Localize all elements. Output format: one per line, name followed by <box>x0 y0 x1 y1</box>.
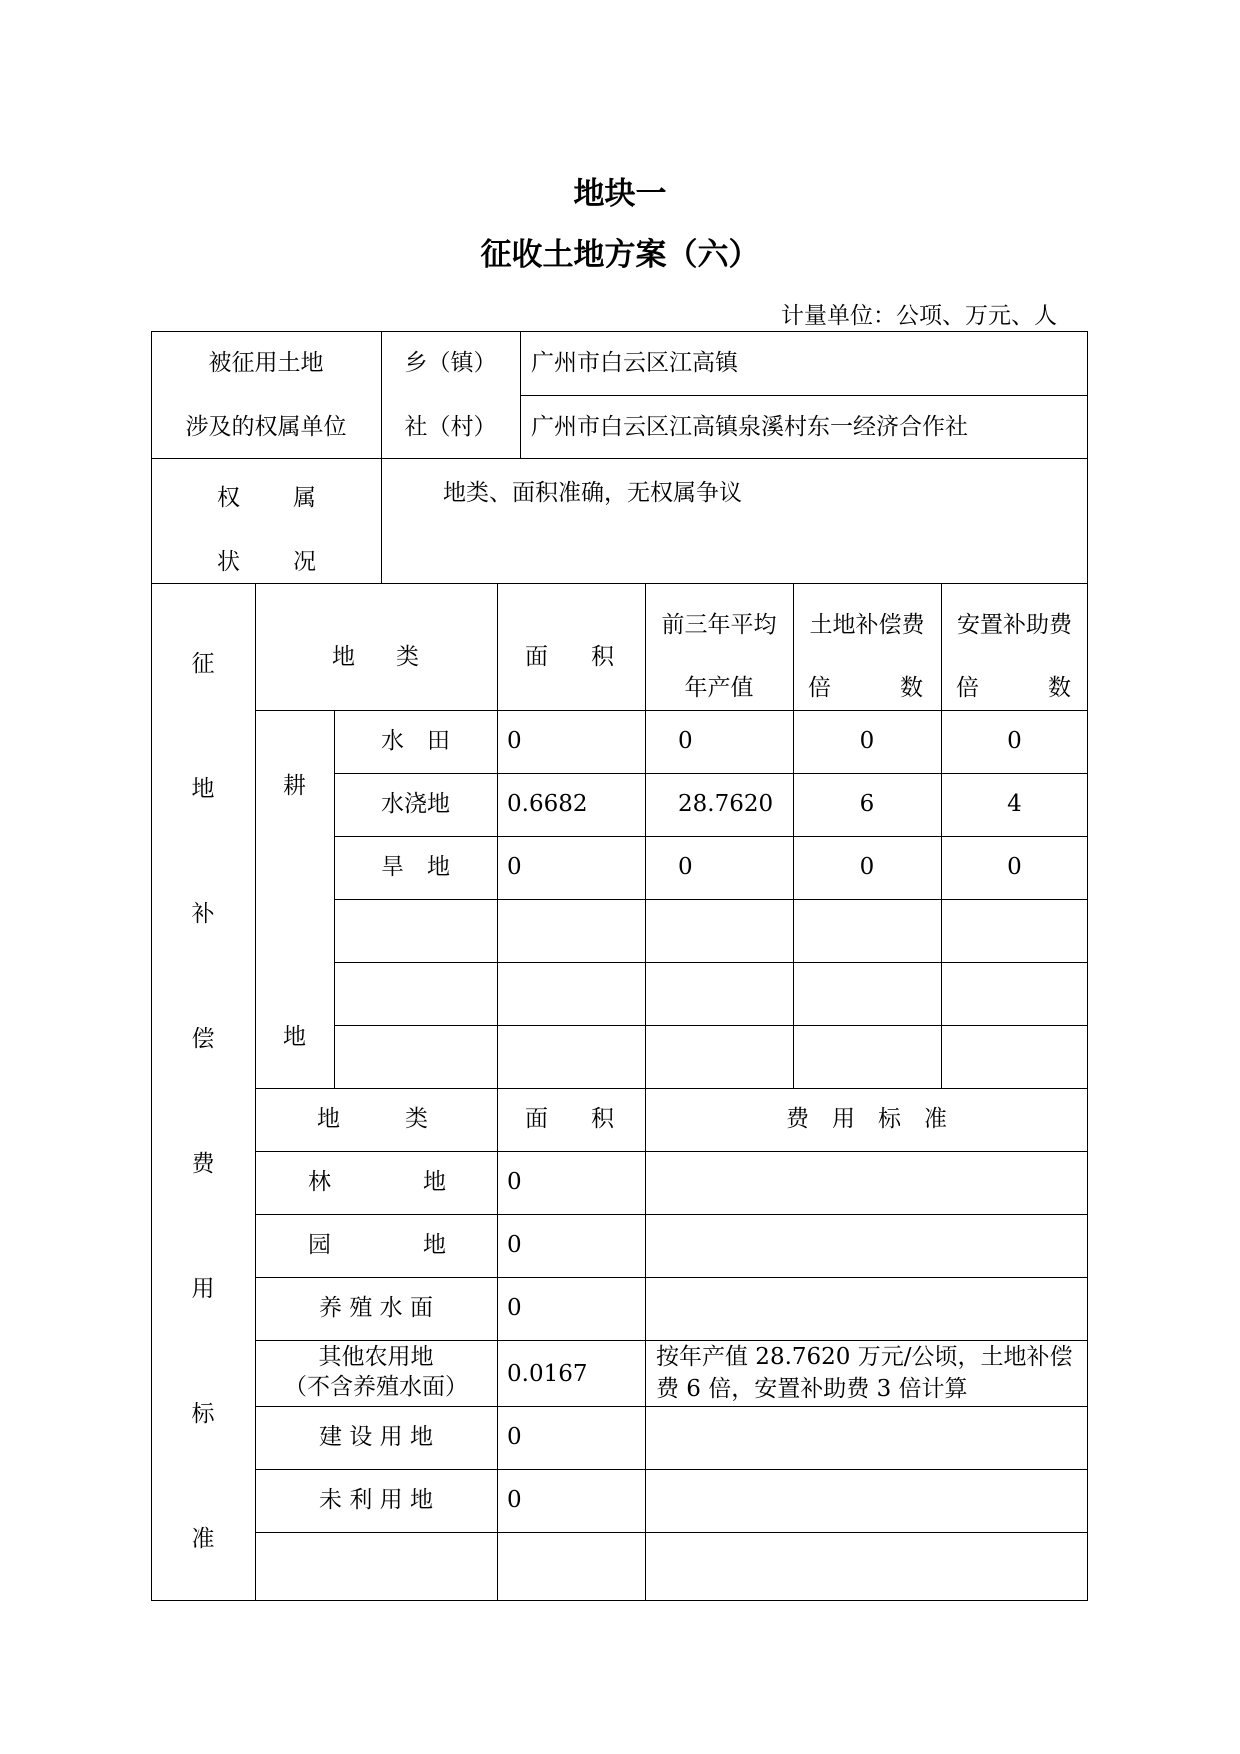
table-rule <box>151 583 1088 584</box>
other-type-line1: 其他农用地 <box>318 1344 434 1370</box>
other-area: 0 <box>507 1487 522 1513</box>
arable-label-char: 地 <box>283 1024 306 1050</box>
arable-resettle-multiple: 0 <box>1007 854 1022 880</box>
side-label-char: 征 <box>191 651 215 677</box>
header-area-char: 积 <box>591 644 614 670</box>
arable-type: 旱 地 <box>381 854 450 880</box>
table-rule <box>334 773 1088 774</box>
arable-area: 0.6682 <box>507 791 588 817</box>
arable-resettle-multiple: 4 <box>1007 791 1022 817</box>
header-land-type-char: 地 <box>332 644 355 670</box>
side-label-char: 费 <box>191 1151 215 1177</box>
header2-land-type-char: 地 <box>317 1106 340 1132</box>
side-label-char: 偿 <box>191 1026 215 1052</box>
plan-title: 征收土地方案（六） <box>480 237 760 273</box>
table-rule <box>255 1088 1088 1089</box>
other-type: 建 设 用 地 <box>319 1424 433 1450</box>
table-rule <box>255 1469 1088 1470</box>
table-rule <box>520 395 1088 396</box>
header-resettle-line1: 安置补助费 <box>957 612 1072 638</box>
arable-area: 0 <box>507 854 522 880</box>
arable-area: 0 <box>507 728 522 754</box>
table-rule <box>334 836 1088 837</box>
header2-area-char: 积 <box>591 1106 614 1132</box>
side-label-char: 标 <box>191 1401 215 1427</box>
status-value: 地类、面积准确，无权属争议 <box>443 480 742 506</box>
other-type-char: 地 <box>423 1232 446 1258</box>
header-land-comp-line1: 土地补偿费 <box>809 612 925 638</box>
arable-land-multiple: 0 <box>859 728 875 754</box>
arable-type: 水浇地 <box>381 791 450 817</box>
arable-label-char: 耕 <box>283 773 306 799</box>
table-rule <box>255 1214 1088 1215</box>
village-value: 广州市白云区江高镇泉溪村东一经济合作社 <box>531 414 968 440</box>
header-resettle-char: 数 <box>1048 675 1071 701</box>
table-border-right <box>1087 331 1088 1601</box>
other-type-line2: （不含养殖水面） <box>284 1374 468 1400</box>
table-rule <box>151 458 1088 459</box>
village-label: 社（村） <box>404 414 497 440</box>
table-rule <box>793 583 794 1089</box>
unit-note: 计量单位：公项、万元、人 <box>781 303 1057 329</box>
table-rule <box>941 583 942 1089</box>
table-rule <box>255 1277 1088 1278</box>
table-rule <box>334 899 1088 900</box>
header2-standard: 费 用 标 准 <box>786 1106 947 1132</box>
arable-resettle-multiple: 0 <box>1007 728 1022 754</box>
landowner-label-line1: 被征用土地 <box>208 350 324 376</box>
arable-type: 水 田 <box>381 728 450 754</box>
table-border-bottom <box>151 1600 1088 1601</box>
other-type-char: 园 <box>308 1232 331 1258</box>
arable-land-multiple: 0 <box>859 854 875 880</box>
header-resettle-char: 倍 <box>956 675 979 701</box>
landowner-label-line2: 涉及的权属单位 <box>185 414 347 440</box>
side-label-char: 用 <box>191 1276 215 1302</box>
header-avg-output-line1: 前三年平均 <box>661 612 777 638</box>
table-rule <box>334 1025 1088 1026</box>
other-type-char: 地 <box>423 1169 446 1195</box>
status-label-char: 权 <box>217 485 240 511</box>
table-rule <box>645 583 646 1601</box>
other-type-char: 林 <box>308 1169 331 1195</box>
other-area: 0 <box>507 1295 522 1321</box>
header-land-comp-char: 数 <box>900 675 923 701</box>
table-rule <box>255 1151 1088 1152</box>
header-land-type-char: 类 <box>396 644 419 670</box>
arable-land-multiple: 6 <box>859 791 875 817</box>
table-rule <box>255 1532 1088 1533</box>
other-area: 0 <box>507 1424 522 1450</box>
arable-avg-output: 28.7620 <box>678 791 774 817</box>
other-area: 0.0167 <box>507 1361 588 1387</box>
table-rule <box>497 583 498 1601</box>
table-rule <box>334 710 335 1089</box>
table-rule <box>334 962 1088 963</box>
page-title: 地块一 <box>573 176 667 212</box>
header-avg-output-line2: 年产值 <box>684 675 754 701</box>
other-type: 未 利 用 地 <box>319 1487 433 1513</box>
table-rule <box>255 710 1088 711</box>
other-type: 养 殖 水 面 <box>319 1295 433 1321</box>
arable-avg-output: 0 <box>678 728 693 754</box>
status-label-char: 状 <box>217 549 240 575</box>
side-label-char: 补 <box>191 901 215 927</box>
header-land-comp-char: 倍 <box>808 675 831 701</box>
township-label: 乡（镇） <box>404 350 497 376</box>
header-area-char: 面 <box>525 644 548 670</box>
table-rule <box>255 1406 1088 1407</box>
side-label-char: 地 <box>191 776 215 802</box>
township-value: 广州市白云区江高镇 <box>531 350 738 376</box>
other-area: 0 <box>507 1232 522 1258</box>
table-rule <box>520 331 521 459</box>
header2-area-char: 面 <box>525 1106 548 1132</box>
other-standard: 按年产值 28.7620 万元/公顷，土地补偿费 6 倍，安置补助费 3 倍计算 <box>656 1344 1073 1402</box>
compensation-table <box>151 331 1088 1601</box>
arable-avg-output: 0 <box>678 854 693 880</box>
status-label-char: 况 <box>293 549 316 575</box>
header2-land-type-char: 类 <box>405 1106 428 1132</box>
status-label-char: 属 <box>293 485 316 511</box>
table-border-top <box>151 331 1088 332</box>
side-label-char: 准 <box>191 1526 215 1552</box>
other-area: 0 <box>507 1169 522 1195</box>
